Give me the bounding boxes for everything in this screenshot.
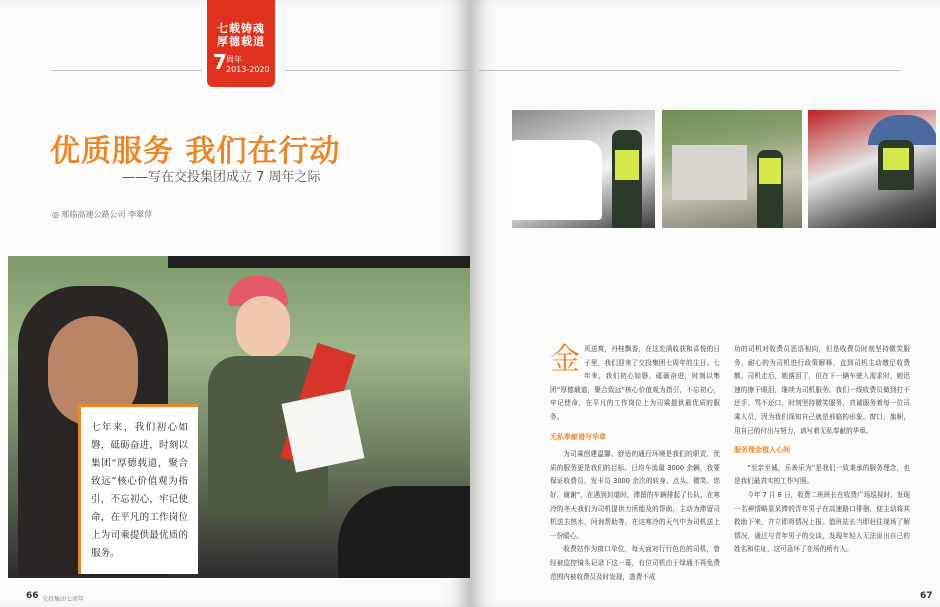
heading-dedication: 无私奉献谱写华章	[550, 432, 606, 441]
text-column-1	[550, 343, 720, 584]
header-rule-left-2	[285, 70, 470, 71]
photo-engine-check	[808, 110, 936, 228]
photo-truck-check	[662, 110, 802, 228]
paragraph-2: 为司乘创建温馨、舒适的通行环境是我们的职责，优质的服务更是我们的目标。日均车流量 3000 余辆，我要保证收费员、发卡员 3000 余次的转身、点头、微笑、您好、谢谢”，在遇到封道时，滞留的车辆排起了长队，在寒冷的冬天我们为司机提供力所能及的帮助，主动为滞留司机送去热水，问询帮助等，在这寒冷的天气中为司机送上一份暖心。	[550, 450, 720, 540]
right-page-number: 67	[920, 591, 933, 601]
article-title: 优质服务 我们在行动	[50, 134, 341, 169]
left-page-number: 66	[26, 591, 39, 601]
paragraph-1: 风送爽，丹桂飘香，在这充满收获和喜悦的日子里，我们迎来了交投集团七周年的生日。七年来，我们初心如磐，砥砺奋进，时刻以集团“厚德载道，聚合致远”核心价值观为指引，不忘初心，牢记使命，在平凡的工作岗位上为司乘提供最优质的服务。	[550, 345, 720, 421]
right-page	[470, 0, 940, 607]
left-footer-text: 交投集团七周年	[42, 596, 85, 603]
badge-line1: 七载铸魂	[217, 22, 265, 35]
paragraph-5: “至亲至诚，乐善乐为”是我们一致秉承的服务理念，也是我们最真实的工作写照。	[734, 463, 910, 486]
badge-years-word: 周年	[226, 55, 242, 64]
attendant-face	[236, 296, 290, 358]
paragraph-4: 功的司机对收费员恶语相向，但是收费员时刻坚持微笑服务，耐心的为司机进行政策解释，直到司机主动缴足收费额。司机走后，她落泪了，但在下一辆车驶入需求时，她迅速的擦干眼泪，继续为司机服务。我们一线收费员做到打不还手、骂不还口，时刻坚持微笑服务，真诚服务着每一位司乘人员，因为我们深知自己就是邢临的形象、窗口、旗帜，用自己的付出与努力，谱写着无私奉献的华章。	[734, 345, 910, 435]
badge-number: 7	[213, 50, 227, 74]
dropcap: 金	[550, 342, 580, 377]
inspector-vest	[759, 158, 781, 184]
small-truck	[672, 145, 747, 200]
paragraph-6: 今年 7 月 8 日，收费二班班长在收费广场巡视时，发现一名神情略显呆滞的青年男子在高速路口徘徊，便主动将其救助下来，并立即将情况上报。值班站长当即赶往现场了解情况，通过与青年男子的交谈，发现年轻人无法说出自己的姓名和住址，这可急坏了在场的所有人。	[734, 490, 910, 554]
article-subtitle: ——写在交投集团成立 7 周年之际	[122, 170, 321, 185]
steering-wheel	[338, 486, 470, 578]
badge-line2: 厚德载道	[217, 35, 265, 48]
photo-checkpoint	[512, 110, 655, 228]
anniversary-badge	[207, 0, 275, 87]
header-rule-left	[52, 70, 202, 71]
worker-vest	[883, 148, 909, 170]
leaflet	[281, 389, 364, 472]
car-roof	[168, 256, 470, 268]
text-column-2	[734, 343, 910, 557]
heading-service: 服务理念植入心间	[734, 446, 790, 455]
header-rule-right	[478, 70, 900, 71]
article-byline: ◎ 邢临高速公路公司 李翠萍	[52, 210, 153, 219]
officer-vest	[615, 150, 639, 180]
pull-quote: 七年来，我们初心如磐，砥砺奋进，时刻以集团“厚德载道，聚合致远”核心价值观为指引，不忘初心，牢记使命，在平凡的工作岗位上为司乘提供最优质的服务。	[78, 404, 198, 574]
badge-range: 2013-2020	[226, 65, 270, 74]
paragraph-3: 收费站作为窗口单位，每天面对行行色色的司机，曾经被监控镜头记录下这一幕，有位司机由于绿通不再免费范围内被收费员及时发现，逃费不成	[550, 545, 720, 581]
white-car	[512, 140, 602, 220]
